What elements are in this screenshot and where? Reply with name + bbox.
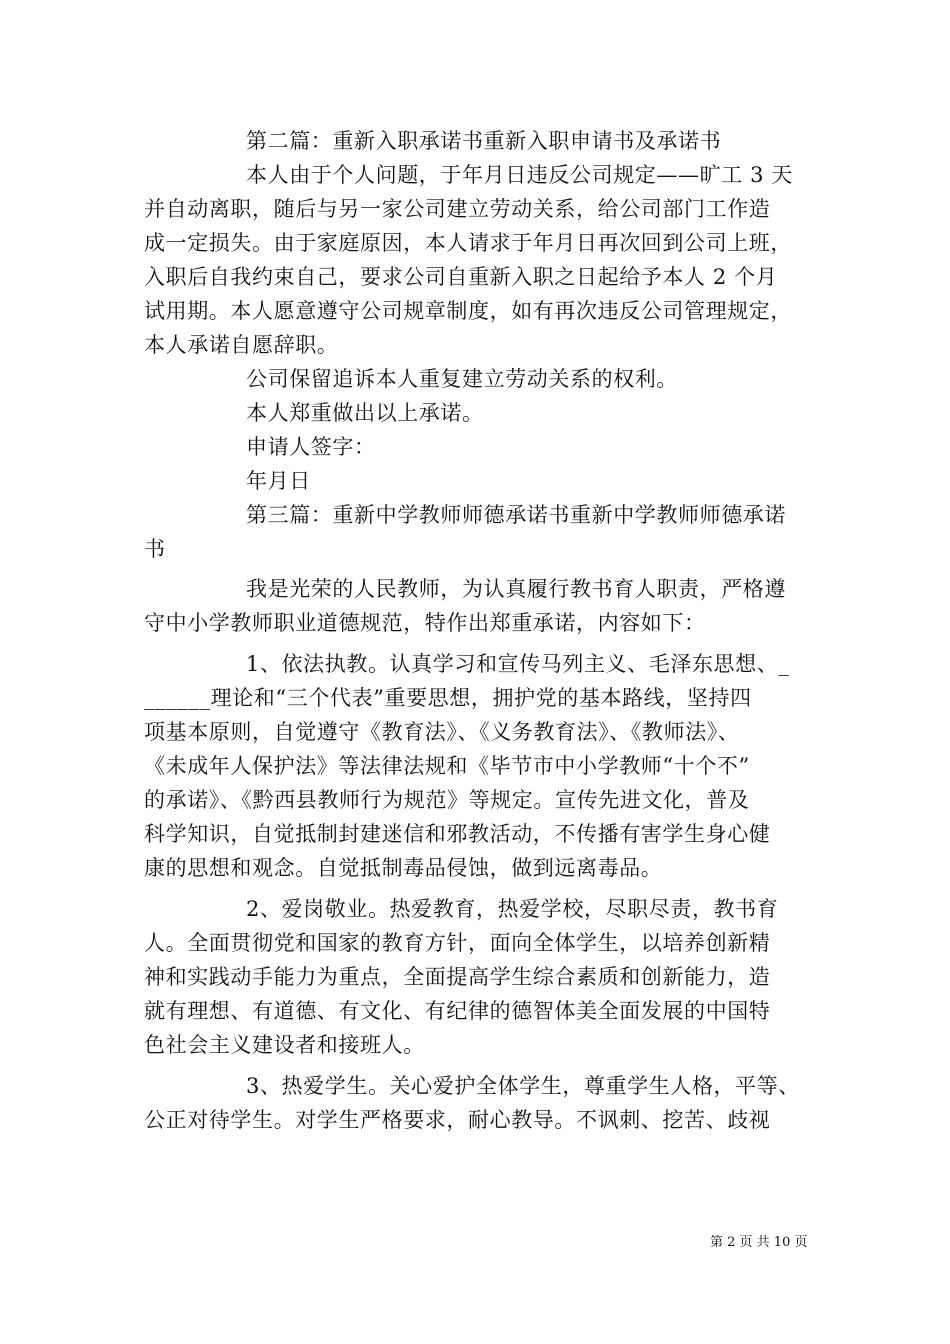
paragraph-line: 神和实践动手能力为重点，全面提高学生综合素质和创新能力，造 <box>144 965 771 989</box>
paragraph-line: 本人郑重做出以上承诺。 <box>246 401 484 425</box>
paragraph-line: 公正对待学生。对学生严格要求，耐心教导。不讽刺、挖苦、歧视 <box>144 1108 771 1132</box>
section-heading-3: 第三篇：重新中学教师师德承诺书重新中学教师师德承诺 <box>246 503 786 527</box>
paragraph-line: 色社会主义建设者和接班人。 <box>144 1033 425 1057</box>
paragraph-line: 我是光荣的人民教师，为认真履行教书育人职责，严格遵 <box>246 577 786 601</box>
paragraph-line: 并自动离职，随后与另一家公司建立劳动关系，给公司部门工作造 <box>144 197 771 221</box>
paragraph-line: 入职后自我约束自己，要求公司自重新入职之日起给予本人 2 个月 <box>144 265 778 289</box>
paragraph-line: 的承诺》、《黔西县教师行为规范》等规定。宣传先进文化，普及 <box>144 788 750 812</box>
page-footer: 第 2 页 共 10 页 <box>710 1235 808 1250</box>
date-line: 年月日 <box>246 469 311 493</box>
paragraph-line: 1、依法执教。认真学习和宣传马列主义、毛泽东思想、_ <box>246 652 790 676</box>
paragraph-line: 项基本原则，自觉遵守《教育法》、《义务教育法》、《教师法》、 <box>144 720 740 744</box>
paragraph-line: 科学知识，自觉抵制封建迷信和邪教活动，不传播有害学生身心健 <box>144 822 771 846</box>
paragraph-line: 本人由于个人问题，于年月日违反公司规定——旷工 3 天 <box>246 163 793 187</box>
paragraph-line: 2、爱岗敬业。热爱教育，热爱学校，尽职尽责，教书育 <box>246 897 779 921</box>
paragraph-line: 康的思想和观念。自觉抵制毒品侵蚀，做到远离毒品。 <box>144 856 663 880</box>
paragraph-line: 守中小学教师职业道德规范，特作出郑重承诺，内容如下： <box>144 611 706 635</box>
paragraph-line: 试用期。本人愿意遵守公司规章制度，如有再次违反公司管理规定， <box>144 299 792 323</box>
signature-label: 申请人签字： <box>246 435 376 459</box>
paragraph-line: 3、热爱学生。关心爱护全体学生，尊重学生人格，平等、 <box>246 1074 800 1098</box>
paragraph-line: 就有理想、有道德、有文化、有纪律的德智体美全面发展的中国特 <box>144 999 771 1023</box>
section-heading-3-continued: 书 <box>144 537 166 561</box>
section-heading-2: 第二篇：重新入职承诺书重新入职申请书及承诺书 <box>246 129 722 153</box>
paragraph-line: 人。全面贯彻党和国家的教育方针，面向全体学生，以培养创新精 <box>144 931 771 955</box>
paragraph-line: 《未成年人保护法》等法律法规和《毕节市中小学教师“十个不” <box>144 754 750 778</box>
paragraph-line: 公司保留追诉本人重复建立劳动关系的权利。 <box>246 367 678 391</box>
paragraph-line: 本人承诺自愿辞职。 <box>144 333 339 357</box>
paragraph-line: ______理论和“三个代表”重要思想，拥护党的基本路线，坚持四 <box>144 686 752 710</box>
paragraph-line: 成一定损失。由于家庭原因，本人请求于年月日再次回到公司上班， <box>144 231 792 255</box>
